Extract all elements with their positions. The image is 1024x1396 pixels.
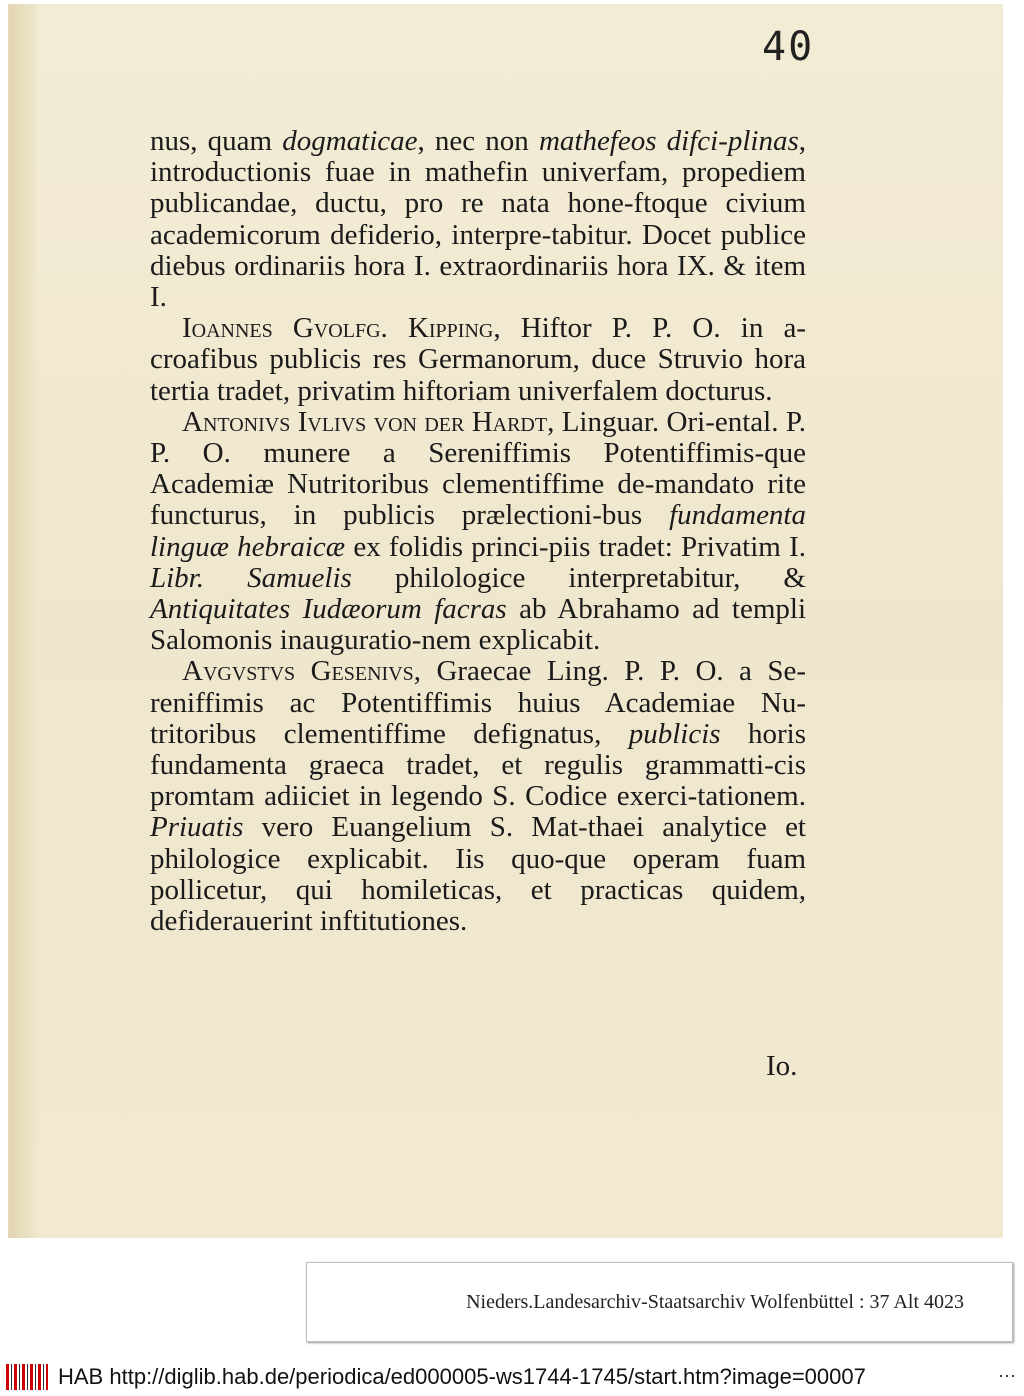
text-run: Ioannes Gvolfg. Kipping [182, 312, 494, 345]
source-prefix: HAB [58, 1364, 104, 1389]
text-run: Avgvstvs Gesenivs [182, 655, 414, 688]
text-run: , Linguar. Ori-ental. P. P. O. munere a Sereniffimis Potentiffimis-que Academiæ Nutritoribus clementiffime de-mandato rite functurus, in publicis prælectioni-bus [150, 405, 806, 532]
source-url-text: http://diglib.hab.de/periodica/ed000005-ws1744-1745/start.htm?image=00007 [109, 1364, 866, 1389]
paragraph-2 [150, 313, 806, 407]
text-run: ex folidis princi-piis tradet: Privatim I. [345, 530, 806, 563]
source-url[interactable] [58, 1364, 866, 1390]
text-run: nus, quam [150, 125, 283, 157]
text-run: Antonivs Ivlivs von der Hardt [182, 405, 548, 438]
text-run: publicis [628, 717, 721, 750]
text-run: , nec non [417, 125, 539, 157]
text-run: vero Euangelium S. Mat-thaei analytice et philologice explicabit. Iis quo-que operam fuam pollicetur, qui homileticas, et practicas quidem, defiderauerint inftitutiones. [150, 811, 806, 938]
text-run: horis fundamenta graeca tradet, et regulis grammatti-cis promtam adiiciet in legendo S. Codice exerci-tationem. [150, 717, 807, 813]
footer-bar [0, 1360, 1024, 1396]
page-number: 40 [762, 24, 815, 70]
text-run: dogmaticae [282, 125, 418, 157]
archive-label [306, 1262, 1013, 1342]
body-text [150, 126, 806, 937]
more-icon[interactable]: ⋯ [998, 1366, 1016, 1386]
page-fold [11, 4, 37, 1238]
paragraph-4 [150, 656, 806, 937]
catchword: Io. [766, 1050, 798, 1082]
barcode-icon [6, 1364, 48, 1390]
text-run: Libr. Samuelis [150, 561, 352, 594]
archive-label-text: Nieders.Landesarchiv-Staatsarchiv Wolfenbüttel : 37 Alt 4023 [466, 1291, 964, 1313]
text-run: Priuatis [150, 811, 244, 844]
text-run: fundamenta linguæ hebraicæ [150, 499, 806, 563]
paragraph-1 [150, 126, 806, 313]
text-run: ab Abrahamo ad templi Salomonis inauguratio-nem explicabit. [150, 593, 806, 657]
text-run: Antiquitates Iudæorum facras [150, 593, 507, 626]
paragraph-3 [150, 407, 806, 657]
text-run: philologice interpretabitur, & [351, 561, 806, 594]
text-run: , Graecae Ling. P. P. O. a Se-reniffimis ac Potentiffimis huius Academiae Nu-tritoribus clementiffime defignatus, [150, 655, 806, 750]
text-run: mathefeos difci-plinas [538, 125, 799, 157]
text-run: , introductionis fuae in mathefin univerfam, propediem publicandae, ductu, pro re nata hone-ftoque civium academicorum defiderio, interpre-tabitur. Docet publice diebus ordinariis hora I. extraordinariis hora IX. & item I. [150, 125, 807, 314]
text-run: , Hiftor P. P. O. in a-croafibus publicis res Germanorum, duce Struvio hora tertia tradet, privatim hiftoriam univerfalem docturus. [150, 312, 806, 407]
